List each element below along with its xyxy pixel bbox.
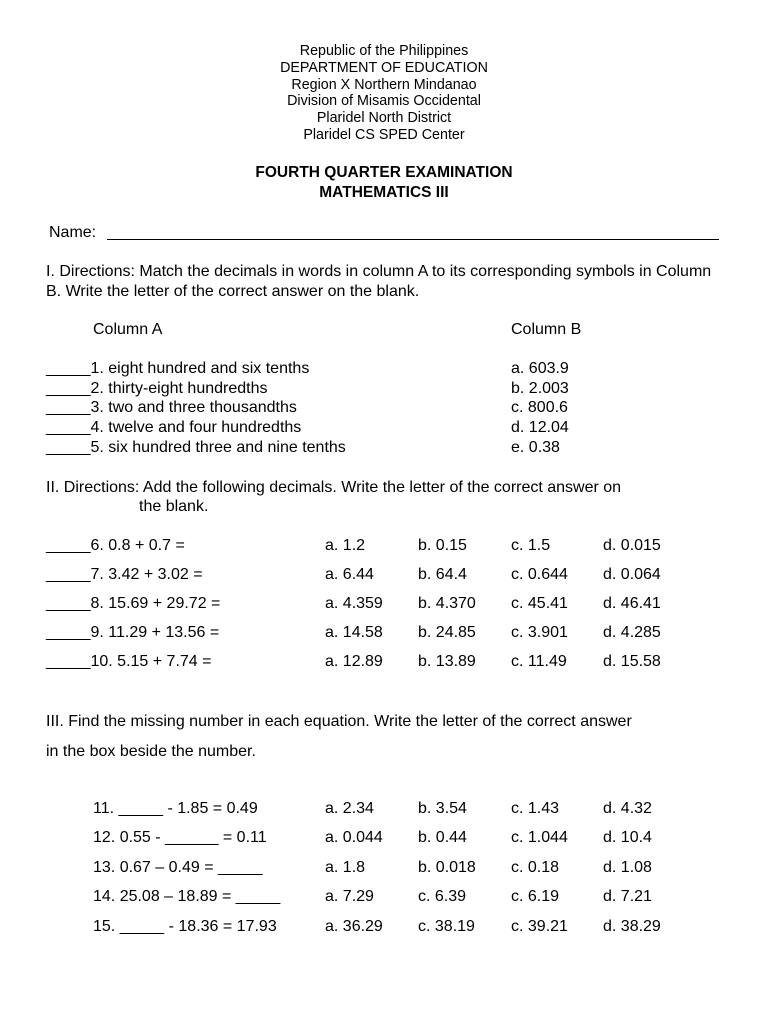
section3-directions-cont: in the box beside the number. bbox=[46, 743, 256, 760]
option-d: d. 7.21 bbox=[603, 888, 652, 905]
option-b: b. 0.018 bbox=[418, 859, 476, 876]
matching-item[interactable]: _____4. twelve and four hundredths bbox=[46, 419, 302, 437]
header-line: Region X Northern Mindanao bbox=[291, 76, 477, 93]
column-b-label: Column B bbox=[511, 321, 582, 338]
option-d: d. 10.4 bbox=[603, 829, 652, 846]
question-text[interactable]: 15. _____ - 18.36 = 17.93 bbox=[93, 918, 277, 935]
question-row bbox=[0, 918, 768, 938]
section3-directions: III. Find the missing number in each equation. Write the letter of the correct answer bbox=[46, 713, 632, 730]
question-text[interactable]: 14. 25.08 – 18.89 = _____ bbox=[93, 888, 281, 905]
option-c: c. 39.21 bbox=[511, 918, 568, 935]
question-row bbox=[0, 829, 768, 849]
school-header bbox=[0, 43, 768, 144]
option-c: c. 11.49 bbox=[511, 653, 567, 670]
column-b-list bbox=[511, 359, 569, 458]
choice-item: e. 0.38 bbox=[511, 438, 560, 456]
header-line: Republic of the Philippines bbox=[299, 43, 469, 59]
option-a: a. 0.044 bbox=[325, 829, 383, 846]
question-text[interactable]: _____9. 11.29 + 13.56 = bbox=[46, 624, 220, 641]
option-b: c. 6.39 bbox=[418, 888, 467, 905]
section2-directions-cont: the blank. bbox=[139, 498, 209, 515]
option-d: d. 38.29 bbox=[603, 918, 661, 935]
question-row bbox=[0, 624, 768, 644]
option-a: a. 7.29 bbox=[325, 888, 374, 905]
option-b: b. 0.44 bbox=[418, 829, 467, 846]
header-line: Division of Misamis Occidental bbox=[287, 93, 481, 110]
option-b: b. 0.15 bbox=[418, 537, 467, 554]
option-b: b. 64.4 bbox=[418, 566, 467, 583]
option-a: a. 14.58 bbox=[325, 624, 383, 641]
question-row bbox=[0, 595, 768, 615]
matching-item[interactable]: _____5. six hundred three and nine tenths bbox=[46, 438, 346, 456]
section2-directions: II. Directions: Add the following decimals. Write the letter of the correct answer on bbox=[46, 479, 622, 496]
matching-item[interactable]: _____2. thirty-eight hundredths bbox=[46, 379, 268, 397]
section1-directions: I. Directions: Match the decimals in words in column A to its corresponding symbols in Column B. Write the letter of the correct answer on the blank. bbox=[46, 263, 712, 300]
option-a: a. 36.29 bbox=[325, 918, 383, 935]
column-a-list bbox=[46, 359, 346, 458]
header-line: Plaridel North District bbox=[316, 110, 452, 127]
choice-item: d. 12.04 bbox=[511, 419, 569, 437]
option-d: d. 4.32 bbox=[603, 800, 652, 817]
question-row bbox=[0, 800, 768, 820]
question-row bbox=[0, 537, 768, 557]
option-a: a. 6.44 bbox=[325, 566, 374, 583]
option-b: b. 24.85 bbox=[418, 624, 476, 641]
name-label: Name: bbox=[49, 224, 97, 241]
option-b: c. 38.19 bbox=[418, 918, 475, 935]
option-d: d. 1.08 bbox=[603, 859, 652, 876]
option-c: c. 0.644 bbox=[511, 566, 568, 583]
option-c: c. 0.18 bbox=[511, 859, 560, 876]
choice-item: a. 603.9 bbox=[511, 360, 569, 377]
option-b: b. 3.54 bbox=[418, 800, 467, 817]
question-text[interactable]: _____7. 3.42 + 3.02 = bbox=[46, 566, 203, 583]
question-text[interactable]: _____10. 5.15 + 7.74 = bbox=[46, 653, 212, 670]
question-text[interactable]: 13. 0.67 – 0.49 = _____ bbox=[93, 859, 263, 876]
option-b: b. 4.370 bbox=[418, 595, 476, 612]
question-row bbox=[0, 653, 768, 673]
question-text[interactable]: _____8. 15.69 + 29.72 = bbox=[46, 595, 221, 612]
option-a: a. 12.89 bbox=[325, 653, 383, 670]
option-d: d. 46.41 bbox=[603, 595, 661, 612]
matching-item[interactable]: _____1. eight hundred and six tenths bbox=[46, 360, 310, 377]
exam-title: FOURTH QUARTER EXAMINATION bbox=[255, 164, 513, 181]
option-a: a. 1.2 bbox=[325, 537, 366, 554]
question-text[interactable]: 12. 0.55 - ______ = 0.11 bbox=[93, 829, 267, 846]
matching-item[interactable]: _____3. two and three thousandths bbox=[46, 399, 297, 417]
question-row bbox=[0, 859, 768, 879]
header-line: Plaridel CS SPED Center bbox=[303, 126, 465, 143]
option-d: d. 0.015 bbox=[603, 537, 661, 554]
option-a: a. 1.8 bbox=[325, 859, 366, 876]
option-c: c. 6.19 bbox=[511, 888, 560, 905]
option-a: a. 4.359 bbox=[325, 595, 383, 612]
option-c: c. 1.044 bbox=[511, 829, 568, 846]
question-row bbox=[0, 566, 768, 586]
subject-title: MATHEMATICS III bbox=[319, 184, 449, 201]
question-text[interactable]: _____6. 0.8 + 0.7 = bbox=[46, 537, 185, 554]
choice-item: b. 2.003 bbox=[511, 379, 569, 397]
option-c: c. 45.41 bbox=[511, 595, 568, 612]
question-text[interactable]: 11. _____ - 1.85 = 0.49 bbox=[93, 800, 258, 817]
option-b: b. 13.89 bbox=[418, 653, 476, 670]
option-d: d. 0.064 bbox=[603, 566, 661, 583]
choice-item: c. 800.6 bbox=[511, 399, 568, 417]
column-a-label: Column A bbox=[93, 321, 163, 338]
option-a: a. 2.34 bbox=[325, 800, 374, 817]
option-d: d. 15.58 bbox=[603, 653, 661, 670]
option-c: c. 3.901 bbox=[511, 624, 568, 641]
option-c: c. 1.43 bbox=[511, 800, 560, 817]
header-line: DEPARTMENT OF EDUCATION bbox=[280, 59, 488, 76]
option-d: d. 4.285 bbox=[603, 624, 661, 641]
option-c: c. 1.5 bbox=[511, 537, 551, 554]
name-field[interactable] bbox=[107, 239, 719, 240]
question-row bbox=[0, 888, 768, 908]
